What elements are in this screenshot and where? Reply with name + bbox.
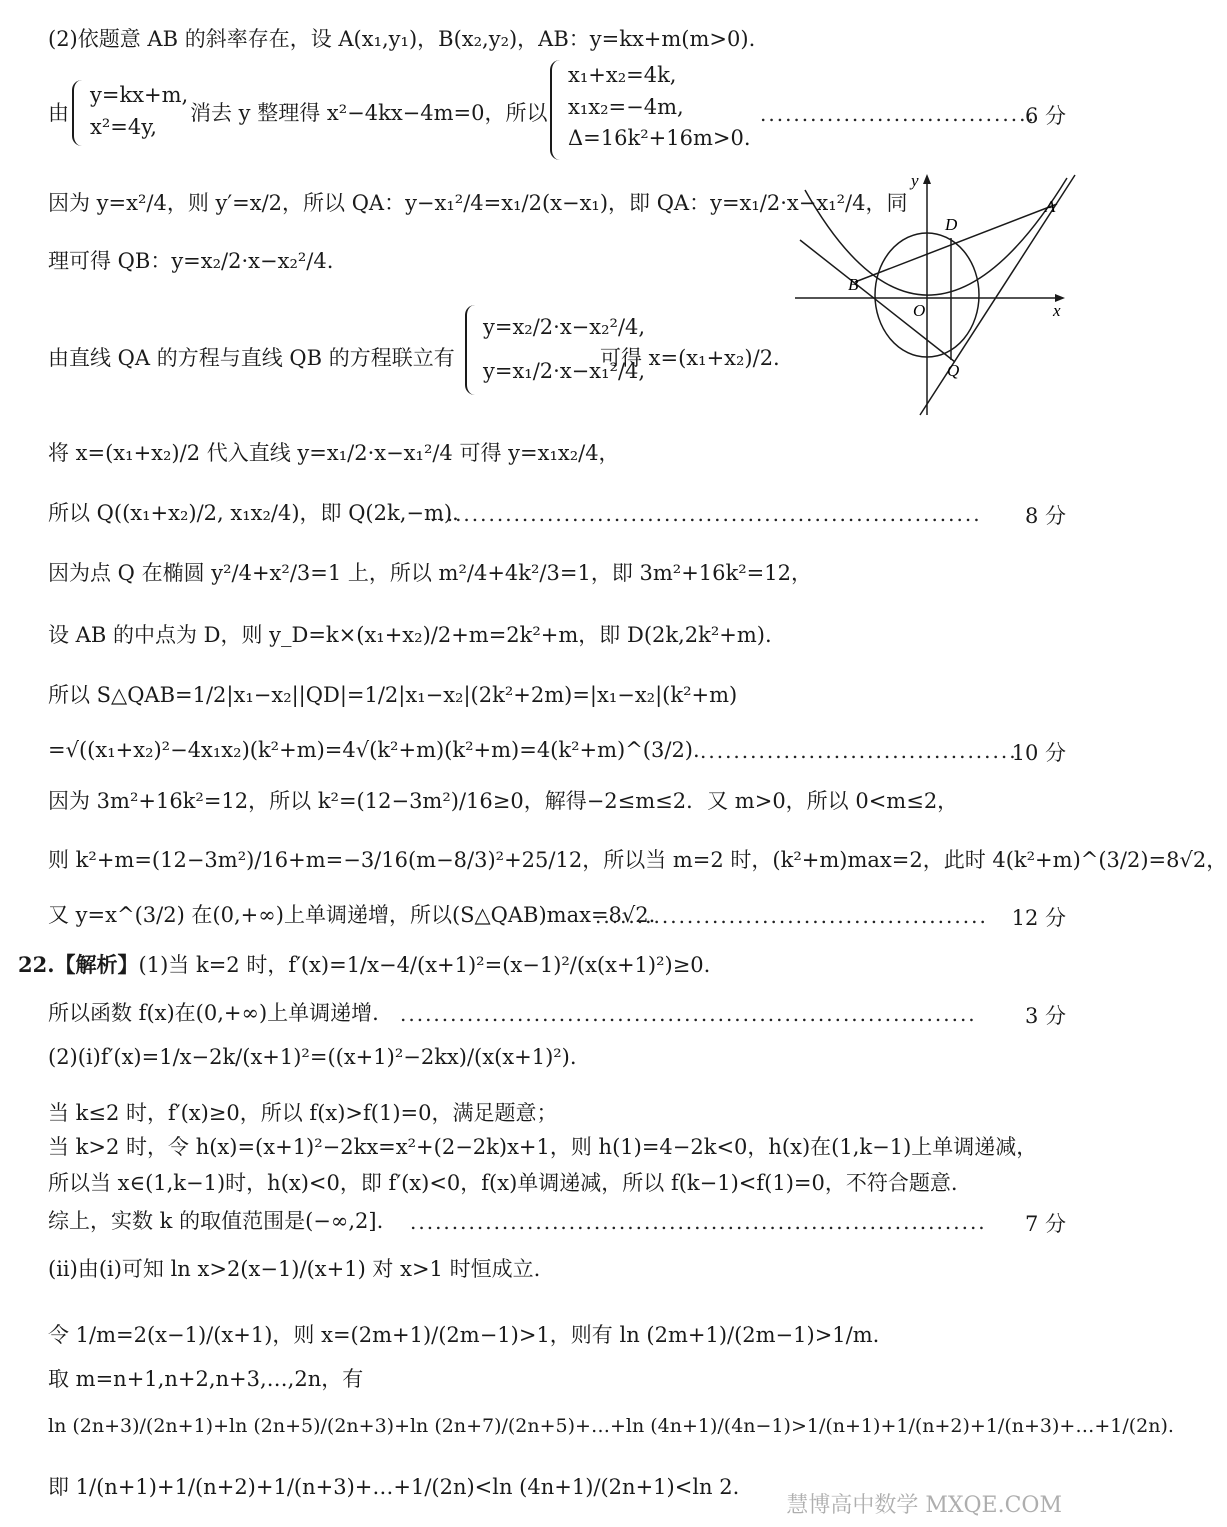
text-line: 消去 y 整理得 x²−4kx−4m=0，所以 [190,101,548,125]
text-line: 取 m=n+1,n+2,n+3,…,2n，有 [48,1367,364,1391]
text-line: 当 k>2 时，令 h(x)=(x+1)²−2kx=x²+(2−2k)x+1，则 h(1)=4−2k<0，h(x)在(1,k−1)上单调递减， [48,1135,1038,1159]
equation: y=x₁/2·x−x₁²/4, [483,359,646,384]
score-label: 7 分 [1024,1212,1066,1236]
text-line: 则 k²+m=(12−3m²)/16+m=−3/16(m−8/3)²+25/12，所以当 m=2 时，(k²+m)max=2，此时 4(k²+m)^(3/2)=8√2， [48,848,1227,872]
y-axis-arrow [923,174,931,184]
score-label: 10 分 [1011,741,1066,765]
text-line: 综上，实数 k 的取值范围是(−∞,2]. [48,1209,384,1233]
equation: x₁x₂=−4m, [568,94,684,119]
question-text: (1)当 k=2 时，f′(x)=1/x−4/(x+1)²=(x−1)²/(x(x+1)²)≥0. [138,953,711,977]
text-line: 所以 Q((x₁+x₂)/2, x₁x₂/4)，即 Q(2k,−m). [48,501,459,525]
label-d: D [945,215,958,234]
text-line: 当 k≤2 时，f′(x)≥0，所以 f(x)>f(1)=0，满足题意； [48,1101,558,1125]
equation: y=kx+m, [90,83,189,107]
question-22-line [18,952,710,978]
text-line-prefix: 由 [48,101,69,125]
dot-leader: ...................................... [700,739,1018,763]
label-x: x [1053,301,1061,320]
equation: y=x₂/2·x−x₂²/4, [483,315,646,339]
label-a: A [1045,197,1056,216]
dot-leader: ................................. [760,102,1036,126]
score-label: 12 分 [1011,906,1066,930]
equation: Δ=16k²+16m>0. [568,126,751,150]
equation: x₁+x₂=4k, [568,63,677,87]
tangent-qb [800,240,955,362]
dot-leader: ............................................... [595,904,988,928]
text-line: (2)(i)f′(x)=1/x−2k/(x+1)²=((x+1)²−2kx)/(x(x+1)²). [48,1045,577,1069]
parabola-ellipse-graph [795,170,1075,420]
text-line: (2)依题意 AB 的斜率存在，设 A(x₁,y₁)，B(x₂,y₂)，AB：y=kx+m(m>0). [48,27,756,51]
text-line: 又 y=x^(3/2) 在(0,+∞)上单调递增，所以(S△QAB)max=8√2. [48,903,656,927]
text-line: 所以 S△QAB=1/2|x₁−x₂||QD|=1/2|x₁−x₂|(2k²+2m)=|x₁−x₂|(k²+m) [48,683,738,707]
graph-svg [795,170,1075,420]
text-line: 令 1/m=2(x−1)/(x+1)，则 x=(2m+1)/(2m−1)>1，则有 ln (2m+1)/(2m−1)>1/m. [48,1323,880,1347]
label-y: y [911,171,919,190]
question-tag: 22.【解析】 [18,952,139,977]
text-line: 所以当 x∈(1,k−1)时，h(x)<0，即 f′(x)<0，f(x)单调递减，所以 f(k−1)<f(1)=0，不符合题意. [48,1171,958,1195]
dot-leader: ..................................................................... [400,1002,977,1026]
equation-system [550,60,751,160]
text-line: (ii)由(i)可知 ln x>2(x−1)/(x+1) 对 x>1 时恒成立. [48,1257,541,1281]
text-line: 理可得 QB：y=x₂/2·x−x₂²/4. [48,249,334,273]
text-line: 所以函数 f(x)在(0,+∞)上单调递增. [48,1001,379,1025]
label-o: O [913,301,926,320]
text-line: 因为 y=x²/4，则 y′=x/2，所以 QA：y−x₁²/4=x₁/2(x−x₁)，即 QA：y=x₁/2·x−x₁²/4，同 [48,191,908,215]
text-line: 将 x=(x₁+x₂)/2 代入直线 y=x₁/2·x−x₁²/4 可得 y=x₁x₂/4， [48,441,620,465]
dot-leader: ..................................................................... [410,1210,987,1234]
parabola-curve [805,178,1067,295]
text-line: ln (2n+3)/(2n+1)+ln (2n+5)/(2n+3)+ln (2n+7)/(2n+5)+…+ln (4n+1)/(4n−1)>1/(n+1)+1/(n+2)+1/(n+3)+…+1/(2n). [48,1415,1174,1437]
equation-system [72,80,188,146]
score-label: 3 分 [1024,1004,1066,1028]
text-line: 因为 3m²+16k²=12，所以 k²=(12−3m²)/16≥0，解得−2≤m≤2．又 m>0，所以 0<m≤2， [48,789,959,813]
text-line: 由直线 QA 的方程与直线 QB 的方程联立有 [48,346,455,370]
label-q: Q [947,361,960,380]
label-b: B [848,275,859,294]
text-line: 即 1/(n+1)+1/(n+2)+1/(n+3)+…+1/(2n)<ln (4n+1)/(2n+1)<ln 2. [48,1475,740,1499]
score-label: 6 分 [1024,104,1066,128]
dot-leader: .................................................................. [430,502,982,526]
score-label: 8 分 [1024,504,1066,528]
text-line: =√((x₁+x₂)²−4x₁x₂)(k²+m)=4√(k²+m)(k²+m)=4(k²+m)^(3/2). [48,738,700,762]
text-line: 设 AB 的中点为 D，则 y_D=k×(x₁+x₂)/2+m=2k²+m，即 D(2k,2k²+m). [48,623,772,647]
text-line: 因为点 Q 在椭圆 y²/4+x²/3=1 上，所以 m²/4+4k²/3=1，即 3m²+16k²=12， [48,561,812,585]
text-line: 可得 x=(x₁+x₂)/2. [600,346,780,370]
watermark-logo: 慧博高中数学 MXQE.COM [786,1493,1062,1518]
equation: x²=4y, [90,114,157,139]
